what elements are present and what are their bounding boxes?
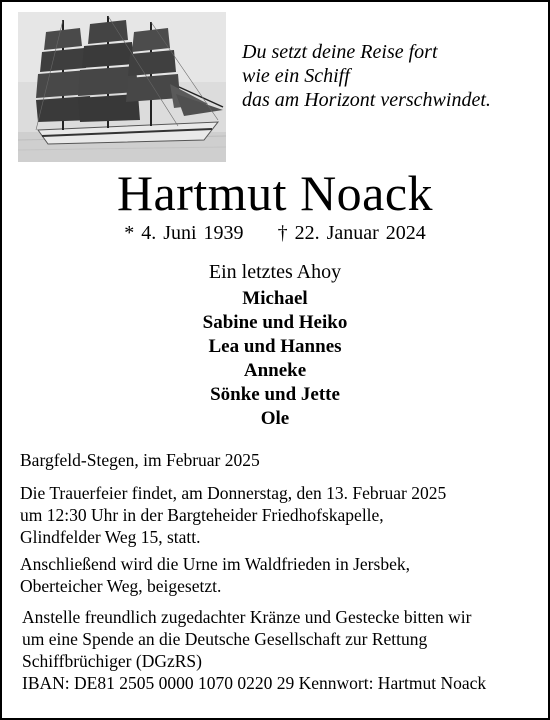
mourner: Sabine und Heiko (202, 312, 348, 333)
burial-line: Oberteicher Weg, beigesetzt. (20, 576, 222, 596)
donation-iban-line: IBAN: DE81 2505 0000 1070 0220 29 Kennwort: Hartmut Noack (22, 673, 487, 693)
ceremony-info (20, 482, 540, 548)
death-date: † 22. Januar 2024 (277, 222, 426, 244)
life-dates (2, 221, 548, 245)
burial-info (20, 553, 540, 597)
birth-date: * 4. Juni 1939 (124, 222, 244, 244)
quote-line: Du setzt deine Reise fort (242, 41, 438, 63)
donation-line: um eine Spende an die Deutsche Gesellschaft zur Rettung (22, 629, 428, 649)
mourner: Anneke (243, 360, 307, 381)
donation-line: Schiffbrüchiger (DGzRS) (22, 651, 202, 671)
quote-line: das am Horizont verschwindet. (242, 89, 491, 111)
donation-line: Anstelle freundlich zugedachter Kränze und Gestecke bitten wir (22, 607, 472, 627)
quote-line: wie ein Schiff (242, 65, 350, 87)
farewell-text: Ein letztes Ahoy (208, 261, 342, 283)
place-date-line: Bargfeld-Stegen, im Februar 2025 (20, 450, 260, 470)
mourner: Michael (242, 288, 308, 309)
mourner: Ole (260, 408, 290, 429)
ceremony-line: Glindfelder Weg 15, statt. (20, 527, 201, 547)
mourner: Sönke und Jette (210, 384, 340, 405)
quote (242, 40, 491, 112)
sailing-ship-photo (18, 12, 226, 162)
mourners-list (2, 287, 548, 431)
ceremony-line: Die Trauerfeier findet, am Donnerstag, den 13. Februar 2025 (20, 483, 447, 503)
mourner: Lea und Hannes (208, 336, 342, 357)
place-date (20, 449, 540, 471)
deceased-name: Hartmut Noack (116, 165, 434, 221)
donation-info (22, 606, 540, 694)
burial-line: Anschließend wird die Urne im Waldfrieden in Jersbek, (20, 554, 410, 574)
ceremony-line: um 12:30 Uhr in der Bargteheider Friedhofskapelle, (20, 505, 384, 525)
